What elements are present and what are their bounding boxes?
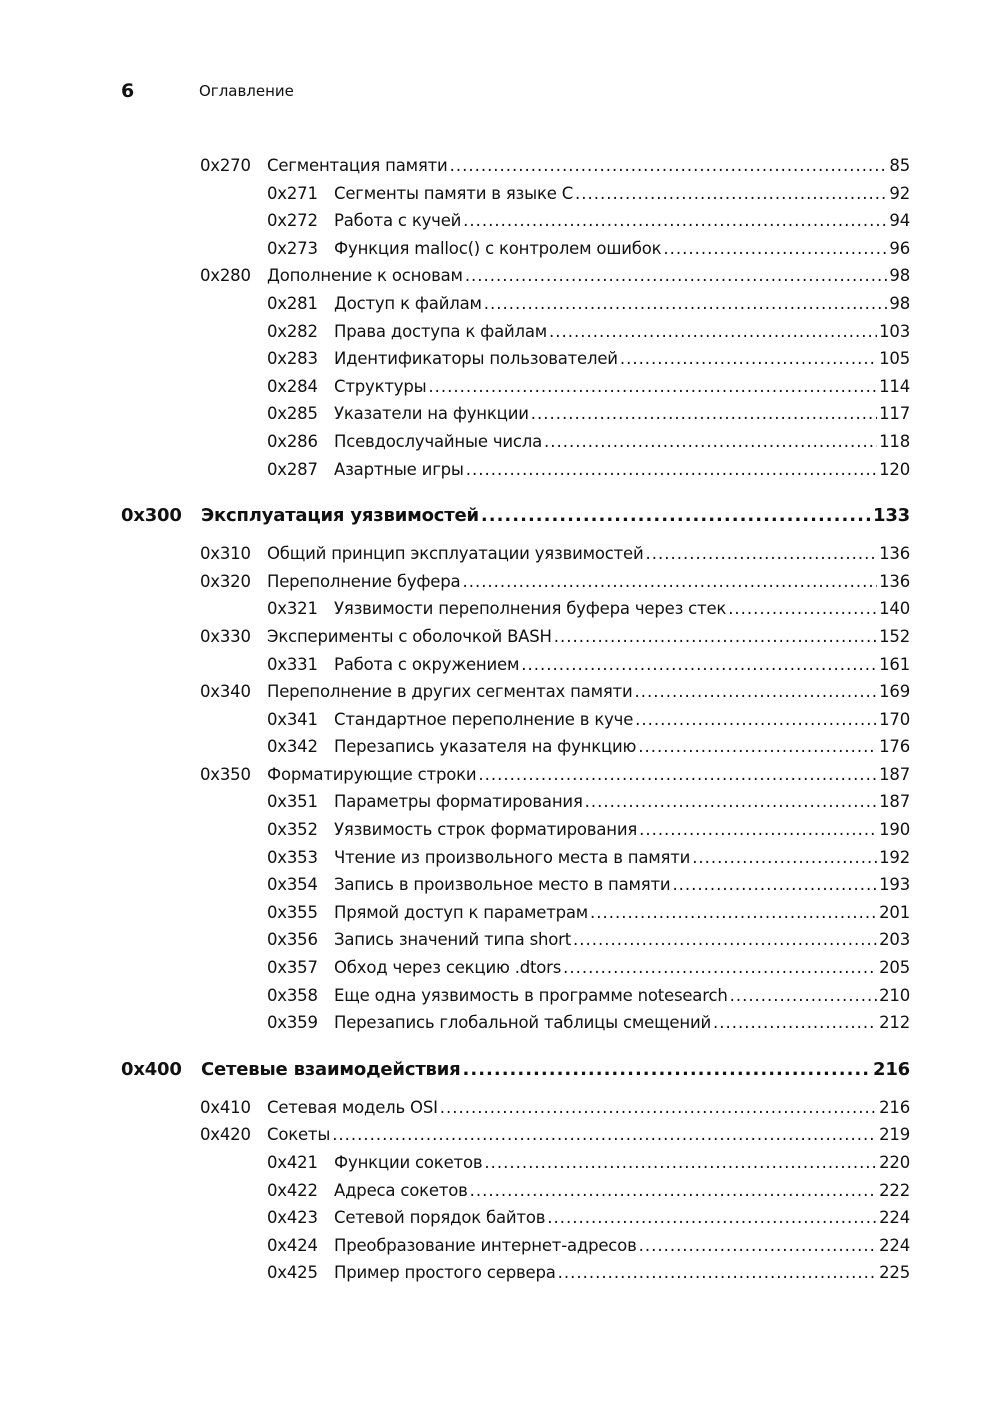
- dot-leader: [484, 290, 888, 318]
- toc-entry-page: 212: [879, 1013, 910, 1033]
- toc-entry-page: 120: [879, 459, 910, 479]
- toc-entry-number: 0x341: [267, 709, 318, 729]
- toc-entry: [121, 1232, 910, 1260]
- toc-entry-number: 0x284: [267, 376, 318, 396]
- toc-entry-title: Уязвимость строк форматирования: [334, 820, 638, 840]
- dot-leader: [638, 733, 877, 761]
- toc-entry-title: Переполнение буфера: [267, 571, 461, 591]
- toc-entry-page: 105: [879, 349, 910, 369]
- dot-leader: [463, 207, 887, 235]
- toc-entry-title: Сокеты: [267, 1125, 331, 1145]
- toc-entry-page: 118: [879, 431, 910, 451]
- toc-entry: [121, 1094, 910, 1122]
- toc-entry-number: 0x355: [267, 902, 318, 922]
- toc-entry-title: Эксплуатация уязвимостей: [201, 505, 479, 527]
- dot-leader: [466, 456, 877, 484]
- toc-entry: [121, 373, 910, 401]
- toc-entry: [121, 1204, 910, 1232]
- toc-entry: [121, 235, 910, 263]
- toc-entry: [121, 180, 910, 208]
- toc-entry-page: 176: [879, 737, 910, 757]
- toc-entry: [121, 595, 910, 623]
- toc-entry-title: Эксперименты с оболочкой BASH: [267, 626, 552, 646]
- toc-entry-page: 136: [879, 571, 910, 591]
- dot-leader: [639, 1232, 878, 1260]
- toc-entry-page: 114: [879, 376, 910, 396]
- toc-entry: [121, 400, 910, 428]
- toc-entry-number: 0x310: [200, 544, 251, 564]
- toc-entry-page: 94: [889, 211, 910, 231]
- toc-entry-number: 0x287: [267, 459, 318, 479]
- toc-entry-title: Сегментация памяти: [267, 156, 448, 175]
- dot-leader: [575, 180, 887, 208]
- toc-entry-number: 0x340: [200, 682, 251, 702]
- toc-entry-number: 0x320: [200, 571, 251, 591]
- toc-entry-number: 0x271: [267, 183, 318, 203]
- toc-entry-number: 0x354: [267, 875, 318, 895]
- toc-entry: [121, 982, 910, 1010]
- toc-entry-number: 0x321: [267, 599, 318, 619]
- toc-entry-page: 216: [873, 1058, 910, 1080]
- dot-leader: [450, 152, 888, 180]
- toc-entry-number: 0x281: [267, 293, 318, 313]
- toc-entry-title: Адреса сокетов: [334, 1180, 468, 1200]
- toc-entry: [121, 871, 910, 899]
- toc-entry-title: Переполнение в других сегментах памяти: [267, 682, 633, 702]
- toc-entry-page: 85: [889, 156, 910, 175]
- toc-entry-page: 103: [879, 321, 910, 341]
- toc-entry-title: Перезапись глобальной таблицы смещений: [334, 1013, 712, 1033]
- toc-entry-page: 161: [879, 654, 910, 674]
- toc-entry-title: Стандартное переполнение в куче: [334, 709, 634, 729]
- toc-entry: [121, 540, 910, 568]
- toc-entry-page: 92: [889, 183, 910, 203]
- toc-entry-title: Сетевой порядок байтов: [334, 1208, 546, 1228]
- toc-entry-page: 219: [879, 1125, 910, 1145]
- toc-entry-title: Еще одна уязвимость в программе notesearch: [334, 985, 728, 1005]
- toc-entry-number: 0x283: [267, 349, 318, 369]
- toc-entry-number: 0x280: [200, 266, 251, 286]
- toc-entry-title: Сегменты памяти в языке С: [334, 183, 574, 203]
- toc-entry: [121, 428, 910, 456]
- toc-entry-page: 169: [879, 682, 910, 702]
- toc-entry-page: 193: [879, 875, 910, 895]
- dot-leader: [544, 428, 877, 456]
- toc-entry-title: Работа с кучей: [334, 211, 462, 231]
- toc-entry-page: 201: [879, 902, 910, 922]
- toc-entry-title: Чтение из произвольного места в памяти: [334, 847, 691, 867]
- toc-entry-number: 0x273: [267, 238, 318, 258]
- dot-leader: [463, 1049, 872, 1091]
- toc-entry-number: 0x285: [267, 404, 318, 424]
- dot-leader: [635, 678, 878, 706]
- toc-entry-page: 224: [879, 1208, 910, 1228]
- toc-entry-number: 0x352: [267, 820, 318, 840]
- dot-leader: [730, 982, 878, 1010]
- dot-leader: [573, 926, 877, 954]
- dot-leader: [620, 345, 877, 373]
- toc-entry-number: 0x358: [267, 985, 318, 1005]
- toc-entry-page: 220: [879, 1153, 910, 1172]
- dot-leader: [692, 844, 877, 872]
- dot-leader: [478, 761, 877, 789]
- toc-entry-page: 136: [879, 544, 910, 564]
- dot-leader: [728, 595, 877, 623]
- dot-leader: [465, 262, 888, 290]
- toc-entry-page: 192: [879, 847, 910, 867]
- dot-leader: [484, 1149, 877, 1177]
- toc-entry-page: 98: [889, 266, 910, 286]
- toc-entry: [121, 651, 910, 679]
- dot-leader: [547, 1204, 877, 1232]
- toc-entry-number: 0x425: [267, 1263, 318, 1283]
- toc-entry-number: 0x300: [121, 505, 182, 527]
- toc-entry-number: 0x423: [267, 1208, 318, 1228]
- dot-leader: [672, 871, 877, 899]
- toc-entry: [121, 1009, 910, 1037]
- toc-entry: [121, 345, 910, 373]
- toc-entry-title: Сетевые взаимодействия: [201, 1058, 461, 1080]
- toc-entry: [121, 456, 910, 484]
- toc-entry-page: 117: [879, 404, 910, 424]
- toc-entry: [121, 568, 910, 596]
- dot-leader: [646, 540, 878, 568]
- dot-leader: [563, 954, 877, 982]
- toc-entry-page: 187: [879, 792, 910, 812]
- dot-leader: [558, 1259, 877, 1287]
- toc-entry-number: 0x420: [200, 1125, 251, 1145]
- toc-entry-number: 0x421: [267, 1153, 318, 1172]
- toc-entry-title: Псевдослучайные числа: [334, 431, 543, 451]
- dot-leader: [663, 235, 887, 263]
- toc-entry: [121, 152, 910, 180]
- toc-entry-number: 0x359: [267, 1013, 318, 1033]
- toc-entry-title: Пример простого сервера: [334, 1263, 556, 1283]
- toc-entry: [121, 318, 910, 346]
- toc-entry-number: 0x422: [267, 1180, 318, 1200]
- dot-leader: [639, 816, 877, 844]
- toc-entry-title: Азартные игры: [334, 459, 464, 479]
- toc-entry: [121, 1121, 910, 1149]
- dot-leader: [521, 651, 877, 679]
- toc-entry: [121, 623, 910, 651]
- toc-entry-title: Параметры форматирования: [334, 792, 583, 812]
- toc-entry-number: 0x331: [267, 654, 318, 674]
- toc-entry: [121, 678, 910, 706]
- toc-entry: [121, 844, 910, 872]
- toc-entry-number: 0x286: [267, 431, 318, 451]
- toc-entry: [121, 1177, 910, 1205]
- toc-entry-title: Права доступа к файлам: [334, 321, 548, 341]
- toc-entry-title: Функции сокетов: [334, 1153, 483, 1172]
- toc-entry-title: Форматирующие строки: [267, 764, 477, 784]
- toc-entry-page: 216: [879, 1097, 910, 1117]
- toc-entry-page: 224: [879, 1235, 910, 1255]
- toc-entry: [121, 788, 910, 816]
- toc-entry-number: 0x272: [267, 211, 318, 231]
- toc-entry-number: 0x356: [267, 930, 318, 950]
- toc-entry-number: 0x342: [267, 737, 318, 757]
- toc-entry: [121, 899, 910, 927]
- toc-entry-page: 225: [879, 1263, 910, 1283]
- dot-leader: [635, 706, 877, 734]
- toc-entry-title: Функция malloc() с контролем ошибок: [334, 238, 662, 258]
- toc-entry: [121, 290, 910, 318]
- toc-entry-number: 0x351: [267, 792, 318, 812]
- toc-entry-page: 170: [879, 709, 910, 729]
- toc-entry-title: Уязвимости переполнения буфера через стек: [334, 599, 727, 619]
- dot-leader: [470, 1177, 877, 1205]
- toc-entry-page: 140: [879, 599, 910, 619]
- dot-leader: [531, 400, 877, 428]
- toc-entry-page: 210: [879, 985, 910, 1005]
- toc-entry: [121, 733, 910, 761]
- toc-entry-title: Доступ к файлам: [334, 293, 482, 313]
- toc-entry-number: 0x357: [267, 958, 318, 978]
- toc-entry-page: 96: [889, 238, 910, 258]
- toc-entry-number: 0x350: [200, 764, 251, 784]
- toc-entry-number: 0x270: [200, 156, 251, 175]
- running-title: Оглавление: [199, 82, 294, 100]
- toc-entry-number: 0x424: [267, 1235, 318, 1255]
- dot-leader: [590, 899, 877, 927]
- toc-entry-page: 98: [889, 293, 910, 313]
- table-of-contents: [121, 152, 910, 1287]
- toc-entry: [121, 761, 910, 789]
- toc-entry-number: 0x410: [200, 1097, 251, 1117]
- toc-entry-page: 205: [879, 958, 910, 978]
- dot-leader: [481, 495, 871, 537]
- toc-entry: [121, 1259, 910, 1287]
- toc-entry-page: 187: [879, 764, 910, 784]
- toc-entry-page: 190: [879, 820, 910, 840]
- toc-entry: [121, 926, 910, 954]
- toc-entry-title: Структуры: [334, 376, 427, 396]
- toc-entry-title: Запись значений типа short: [334, 930, 571, 950]
- dot-leader: [554, 623, 877, 651]
- toc-entry-number: 0x330: [200, 626, 251, 646]
- toc-entry: [121, 706, 910, 734]
- toc-entry-title: Обход через секцию .dtors: [334, 958, 562, 978]
- toc-entry: [121, 954, 910, 982]
- toc-entry-page: 203: [879, 930, 910, 950]
- toc-entry-title: Перезапись указателя на функцию: [334, 737, 637, 757]
- toc-entry-number: 0x353: [267, 847, 318, 867]
- toc-entry: [121, 262, 910, 290]
- toc-entry-title: Запись в произвольное место в памяти: [334, 875, 671, 895]
- toc-entry-page: 152: [879, 626, 910, 646]
- toc-entry-title: Работа с окружением: [334, 654, 520, 674]
- toc-entry: [121, 207, 910, 235]
- toc-entry-title: Идентификаторы пользователей: [334, 349, 618, 369]
- toc-entry-title: Дополнение к основам: [267, 266, 463, 286]
- toc-entry-page: 133: [873, 505, 910, 527]
- dot-leader: [549, 318, 877, 346]
- toc-entry: [121, 816, 910, 844]
- page-header: [121, 78, 294, 104]
- toc-entry-title: Общий принцип эксплуатации уязвимостей: [267, 544, 644, 564]
- toc-entry-page: 222: [879, 1180, 910, 1200]
- toc-entry-title: Указатели на функции: [334, 404, 529, 424]
- toc-entry: [121, 1149, 910, 1177]
- dot-leader: [585, 788, 877, 816]
- page-number: 6: [121, 80, 135, 102]
- toc-entry-number: 0x282: [267, 321, 318, 341]
- dot-leader: [428, 373, 877, 401]
- dot-leader: [332, 1121, 877, 1149]
- dot-leader: [440, 1094, 877, 1122]
- toc-entry-title: Сетевая модель OSI: [267, 1097, 438, 1117]
- toc-entry-title: Прямой доступ к параметрам: [334, 902, 589, 922]
- toc-entry-number: 0x400: [121, 1058, 182, 1080]
- toc-entry-title: Преобразование интернет-адресов: [334, 1235, 637, 1255]
- dot-leader: [713, 1009, 877, 1037]
- dot-leader: [462, 568, 877, 596]
- toc-chapter: [121, 1049, 910, 1091]
- toc-chapter: [121, 495, 910, 537]
